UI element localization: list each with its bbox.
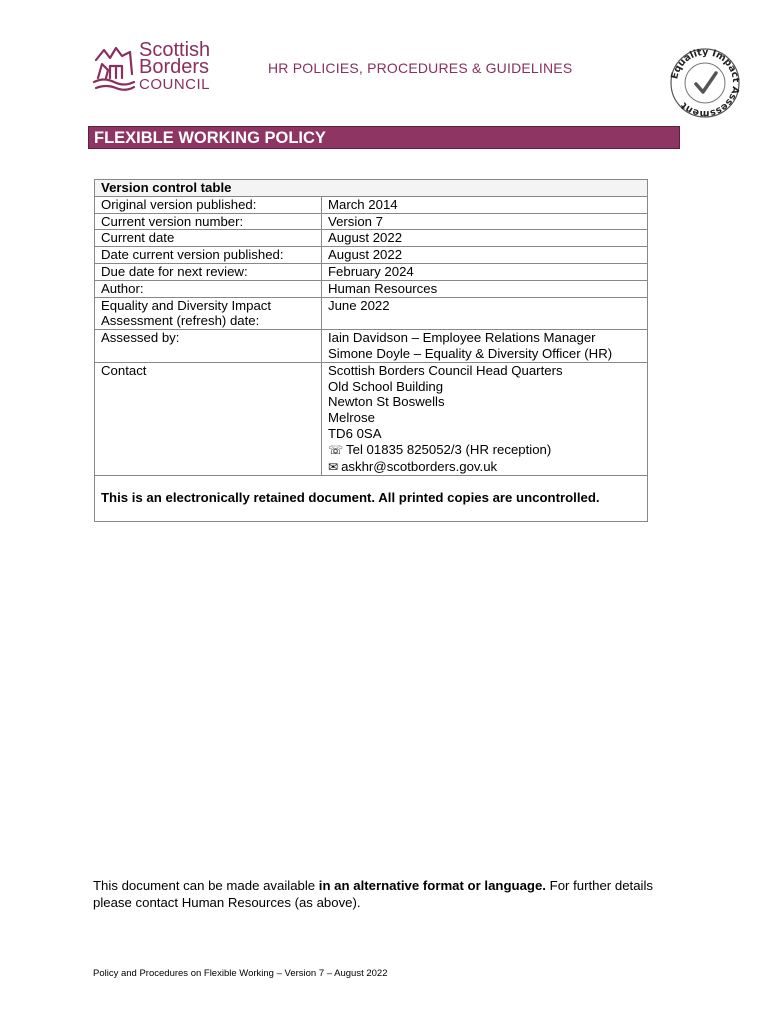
assessed-by-value (322, 330, 648, 363)
castle-emblem-icon (92, 44, 136, 94)
row-label: Equality and Diversity Impact Assessment (refresh) date: (95, 297, 322, 330)
table-row (95, 247, 648, 264)
address-line: Scottish Borders Council Head Quarters (328, 362, 563, 378)
contact-label: Contact (95, 362, 322, 476)
logo-line-borders: Borders (139, 56, 210, 78)
row-label: Due date for next review: (95, 263, 322, 280)
row-label: Original version published: (95, 196, 322, 213)
assessor-1: Iain Davidson – Employee Relations Manager (328, 330, 596, 346)
row-value: August 2022 (322, 230, 648, 247)
equality-impact-assessment-badge (668, 46, 742, 120)
email-line (328, 459, 641, 476)
version-control-table (94, 179, 648, 522)
email-link[interactable]: askhr@scotborders.gov.uk (341, 458, 498, 474)
table-row (95, 362, 648, 476)
badge-text: Equality Impact Assessment (669, 46, 742, 120)
table-row (95, 213, 648, 230)
envelope-icon: ✉ (328, 459, 339, 474)
row-label: Current date (95, 230, 322, 247)
row-value: Human Resources (322, 280, 648, 297)
row-value: March 2014 (322, 196, 648, 213)
row-label: Author: (95, 280, 322, 297)
address-line: TD6 0SA (328, 425, 382, 441)
table-row (95, 297, 648, 330)
address-line: Melrose (328, 410, 375, 426)
policy-title: FLEXIBLE WORKING POLICY (88, 126, 680, 149)
table-row (95, 280, 648, 297)
phone-line (328, 442, 641, 459)
logo-line-council: COUNCIL (139, 76, 211, 93)
header-title: HR POLICIES, PROCEDURES & GUIDELINES (268, 60, 573, 76)
table-row (95, 263, 648, 280)
table-row (95, 196, 648, 213)
alt-format-text-2: For further details please contact Human Resources (as above). (93, 878, 653, 910)
checkmark-icon (696, 73, 716, 92)
uncontrolled-copy-notice: This is an electronically retained document. All printed copies are uncontrolled. (95, 476, 648, 522)
logo-line-scottish: Scottish (139, 39, 211, 61)
assessed-by-label: Assessed by: (95, 330, 322, 363)
telephone-icon: ☏ (328, 442, 344, 457)
row-label: Current version number: (95, 213, 322, 230)
svg-text:Equality Impact Assessment (669, 47, 741, 119)
table-row (95, 330, 648, 363)
phone-text: Tel 01835 825052/3 (HR reception) (346, 441, 552, 457)
row-value: February 2024 (322, 263, 648, 280)
row-value: Version 7 (322, 213, 648, 230)
alternative-format-note (93, 877, 673, 911)
page-footer: Policy and Procedures on Flexible Working – Version 7 – August 2022 (93, 968, 388, 979)
address-line: Newton St Boswells (328, 394, 445, 410)
row-value: August 2022 (322, 247, 648, 264)
assessor-2: Simone Doyle – Equality & Diversity Officer (HR) (328, 345, 613, 361)
row-label: Date current version published: (95, 247, 322, 264)
row-value: June 2022 (322, 297, 648, 330)
alt-format-bold: in an alternative format or language. (318, 878, 546, 893)
table-row (95, 230, 648, 247)
alt-format-text-1: This document can be made available (93, 878, 319, 893)
contact-details (322, 362, 648, 476)
council-logo (92, 39, 227, 96)
version-table-heading: Version control table (95, 180, 648, 197)
address-line: Old School Building (328, 378, 444, 394)
